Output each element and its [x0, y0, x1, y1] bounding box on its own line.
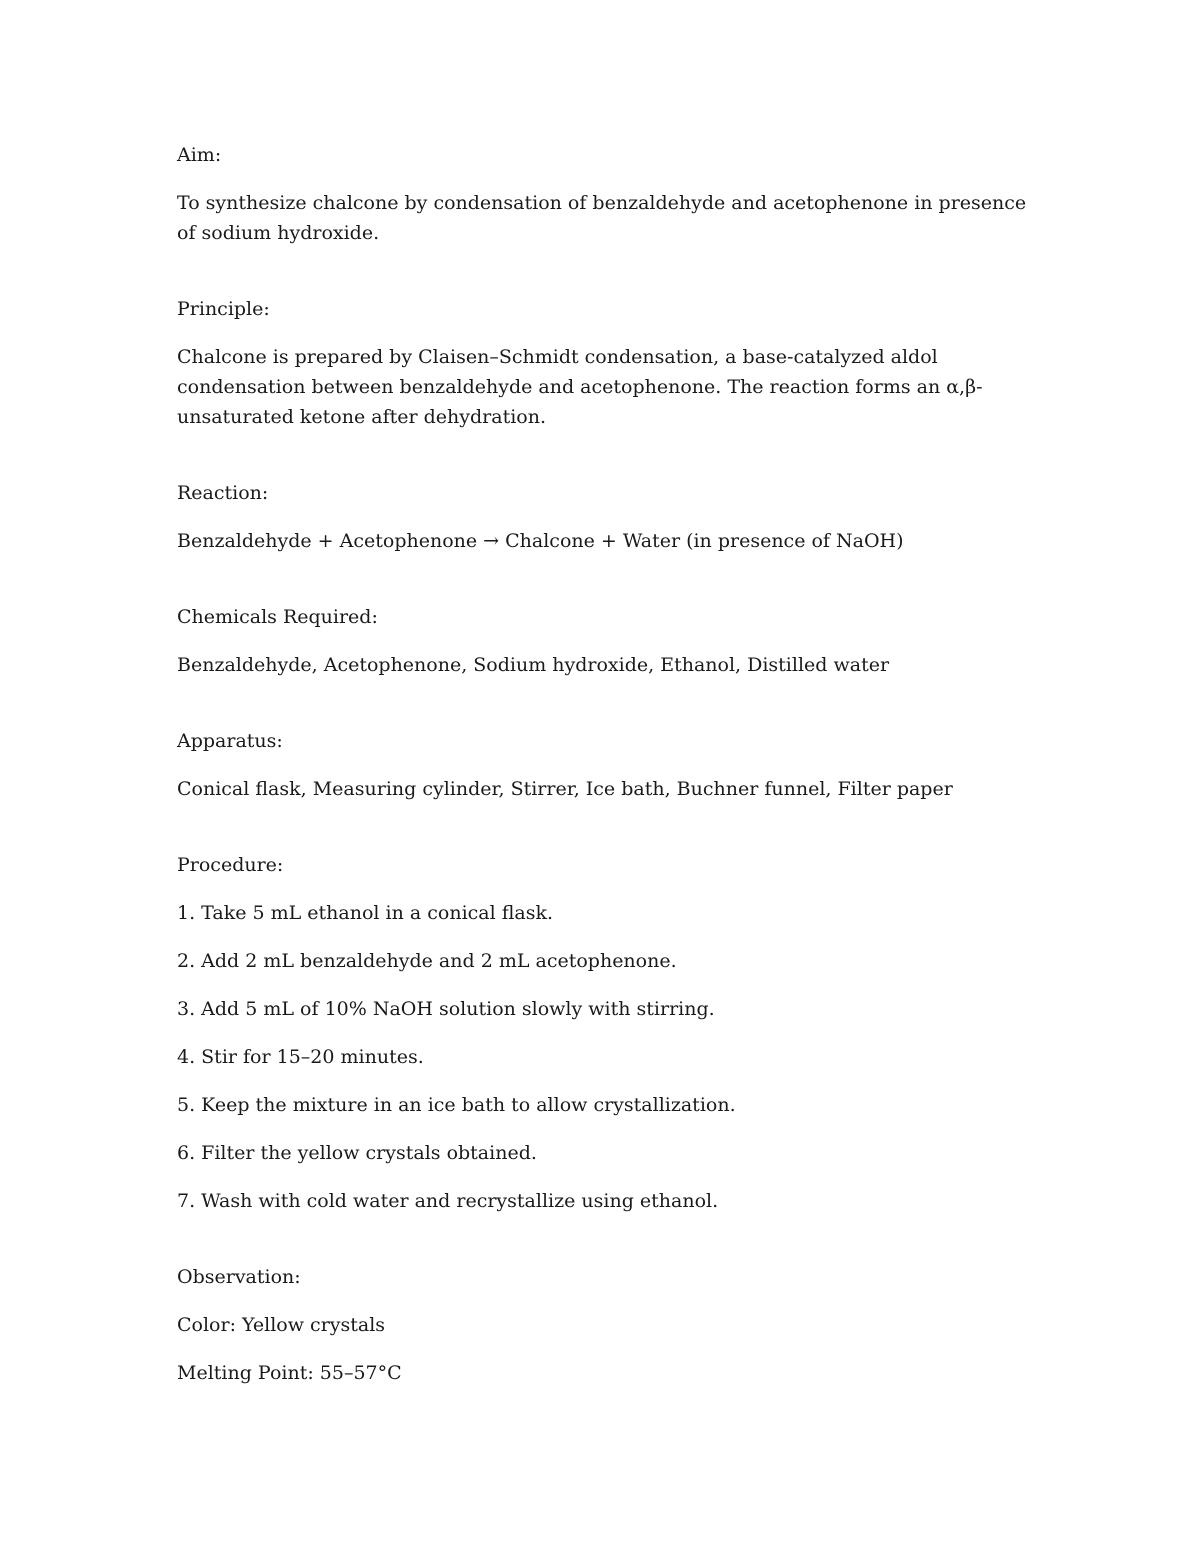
procedure-step: 1. Take 5 mL ethanol in a conical flask. [177, 902, 554, 924]
procedure-step: 4. Stir for 15–20 minutes. [177, 1046, 424, 1068]
procedure-heading: Procedure: [177, 854, 284, 876]
aim-text: To synthesize chalcone by condensation of benzaldehyde and acetophenone in presence of sodium hydroxide. [177, 192, 1027, 244]
reaction-heading: Reaction: [177, 482, 269, 504]
chemicals-heading: Chemicals Required: [177, 606, 378, 628]
chemicals-list: Benzaldehyde, Acetophenone, Sodium hydroxide, Ethanol, Distilled water [177, 654, 890, 676]
apparatus-heading: Apparatus: [177, 730, 283, 752]
principle-text: Chalcone is prepared by Claisen–Schmidt condensation, a base-catalyzed aldol condensation between benzaldehyde and acetophenone. The reaction forms an α,β-unsaturated ketone after dehydration. [177, 346, 983, 428]
procedure-step: 3. Add 5 mL of 10% NaOH solution slowly with stirring. [177, 998, 715, 1020]
apparatus-list: Conical flask, Measuring cylinder, Stirrer, Ice bath, Buchner funnel, Filter paper [177, 778, 953, 800]
document-page [177, 140, 1037, 1406]
principle-heading: Principle: [177, 298, 270, 320]
observation-melting-point: Melting Point: 55–57°C [177, 1362, 402, 1384]
procedure-step: 6. Filter the yellow crystals obtained. [177, 1142, 537, 1164]
observation-color: Color: Yellow crystals [177, 1314, 386, 1336]
observation-heading: Observation: [177, 1266, 301, 1288]
aim-heading: Aim: [177, 144, 222, 166]
procedure-step: 7. Wash with cold water and recrystallize using ethanol. [177, 1190, 719, 1212]
reaction-equation: Benzaldehyde + Acetophenone → Chalcone + Water (in presence of NaOH) [177, 530, 904, 552]
procedure-step: 5. Keep the mixture in an ice bath to allow crystallization. [177, 1094, 736, 1116]
procedure-step: 2. Add 2 mL benzaldehyde and 2 mL acetophenone. [177, 950, 677, 972]
